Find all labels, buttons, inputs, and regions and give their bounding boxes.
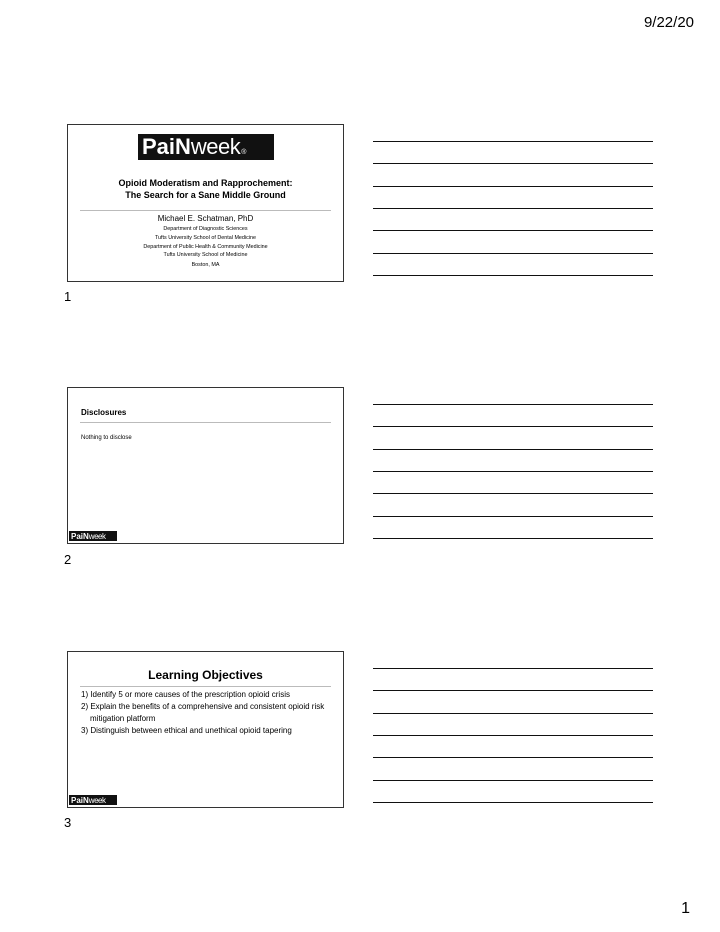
slide-1-affiliation: Tufts University School of Medicine: [163, 252, 248, 258]
slide-3-divider: [80, 686, 331, 687]
logo-reg-mark: ®: [241, 148, 247, 156]
slide-1-affiliation: Department of Public Health & Community Medicine: [143, 244, 268, 250]
list-item: 3) Distinguish between ethical and unethical opioid tapering: [81, 726, 292, 735]
logo-pain-text: PaiN: [71, 795, 89, 805]
note-line: [373, 253, 653, 254]
slide-2-heading: Disclosures: [81, 408, 127, 417]
painweek-logo-small: [69, 531, 117, 541]
logo-week-text: week: [88, 531, 106, 541]
objectives-list: [81, 689, 336, 737]
note-line: [373, 141, 653, 142]
slide-1-author: Michael E. Schatman, PhD: [157, 214, 254, 223]
painweek-logo-small: [69, 795, 117, 805]
painweek-logo: [138, 134, 274, 160]
slide-1-affiliation: Tufts University School of Dental Medicine: [154, 235, 257, 241]
logo-pain-text: PaiN: [71, 531, 89, 541]
logo-pain-text: PaiN: [142, 134, 191, 159]
note-line: [373, 713, 653, 714]
slide-2-divider: [80, 422, 331, 423]
list-item: 2) Explain the benefits of a comprehensive and consistent opioid risk mitigation platform: [81, 702, 325, 723]
slide-3: [67, 651, 344, 808]
slide-1-affiliation: Boston, MA: [191, 262, 220, 268]
slide-2: [67, 387, 344, 544]
slide-1-title-line1: Opioid Moderatism and Rapprochement:: [118, 178, 293, 188]
note-line: [373, 186, 653, 187]
note-line: [373, 275, 653, 276]
slide-number-1: 1: [64, 289, 72, 304]
slide-1-affiliation: Department of Diagnostic Sciences: [163, 226, 248, 232]
note-line: [373, 538, 653, 539]
slide-number-3: 3: [64, 815, 72, 830]
note-line: [373, 230, 653, 231]
note-line: [373, 449, 653, 450]
note-line: [373, 735, 653, 736]
slide-1-divider: [80, 210, 331, 211]
slide-1-title-line2: The Search for a Sane Middle Ground: [125, 190, 286, 200]
note-line: [373, 757, 653, 758]
logo-week-text: week: [190, 134, 241, 159]
note-line: [373, 471, 653, 472]
page-date: 9/22/20: [643, 14, 694, 31]
note-line: [373, 802, 653, 803]
slide-3-heading: Learning Objectives: [148, 668, 263, 682]
note-line: [373, 780, 653, 781]
slide-1: [67, 124, 344, 282]
list-item: 1) Identify 5 or more causes of the prescription opioid crisis: [81, 690, 290, 699]
slide-1-title: [68, 177, 343, 201]
slide-number-2: 2: [64, 552, 72, 567]
page-number: 1: [681, 900, 690, 917]
logo-week-text: week: [88, 795, 106, 805]
note-line: [373, 493, 653, 494]
note-line: [373, 208, 653, 209]
note-line: [373, 690, 653, 691]
note-line: [373, 668, 653, 669]
slide-2-body: Nothing to disclose: [81, 435, 132, 441]
note-line: [373, 404, 653, 405]
note-line: [373, 163, 653, 164]
note-line: [373, 426, 653, 427]
note-line: [373, 516, 653, 517]
